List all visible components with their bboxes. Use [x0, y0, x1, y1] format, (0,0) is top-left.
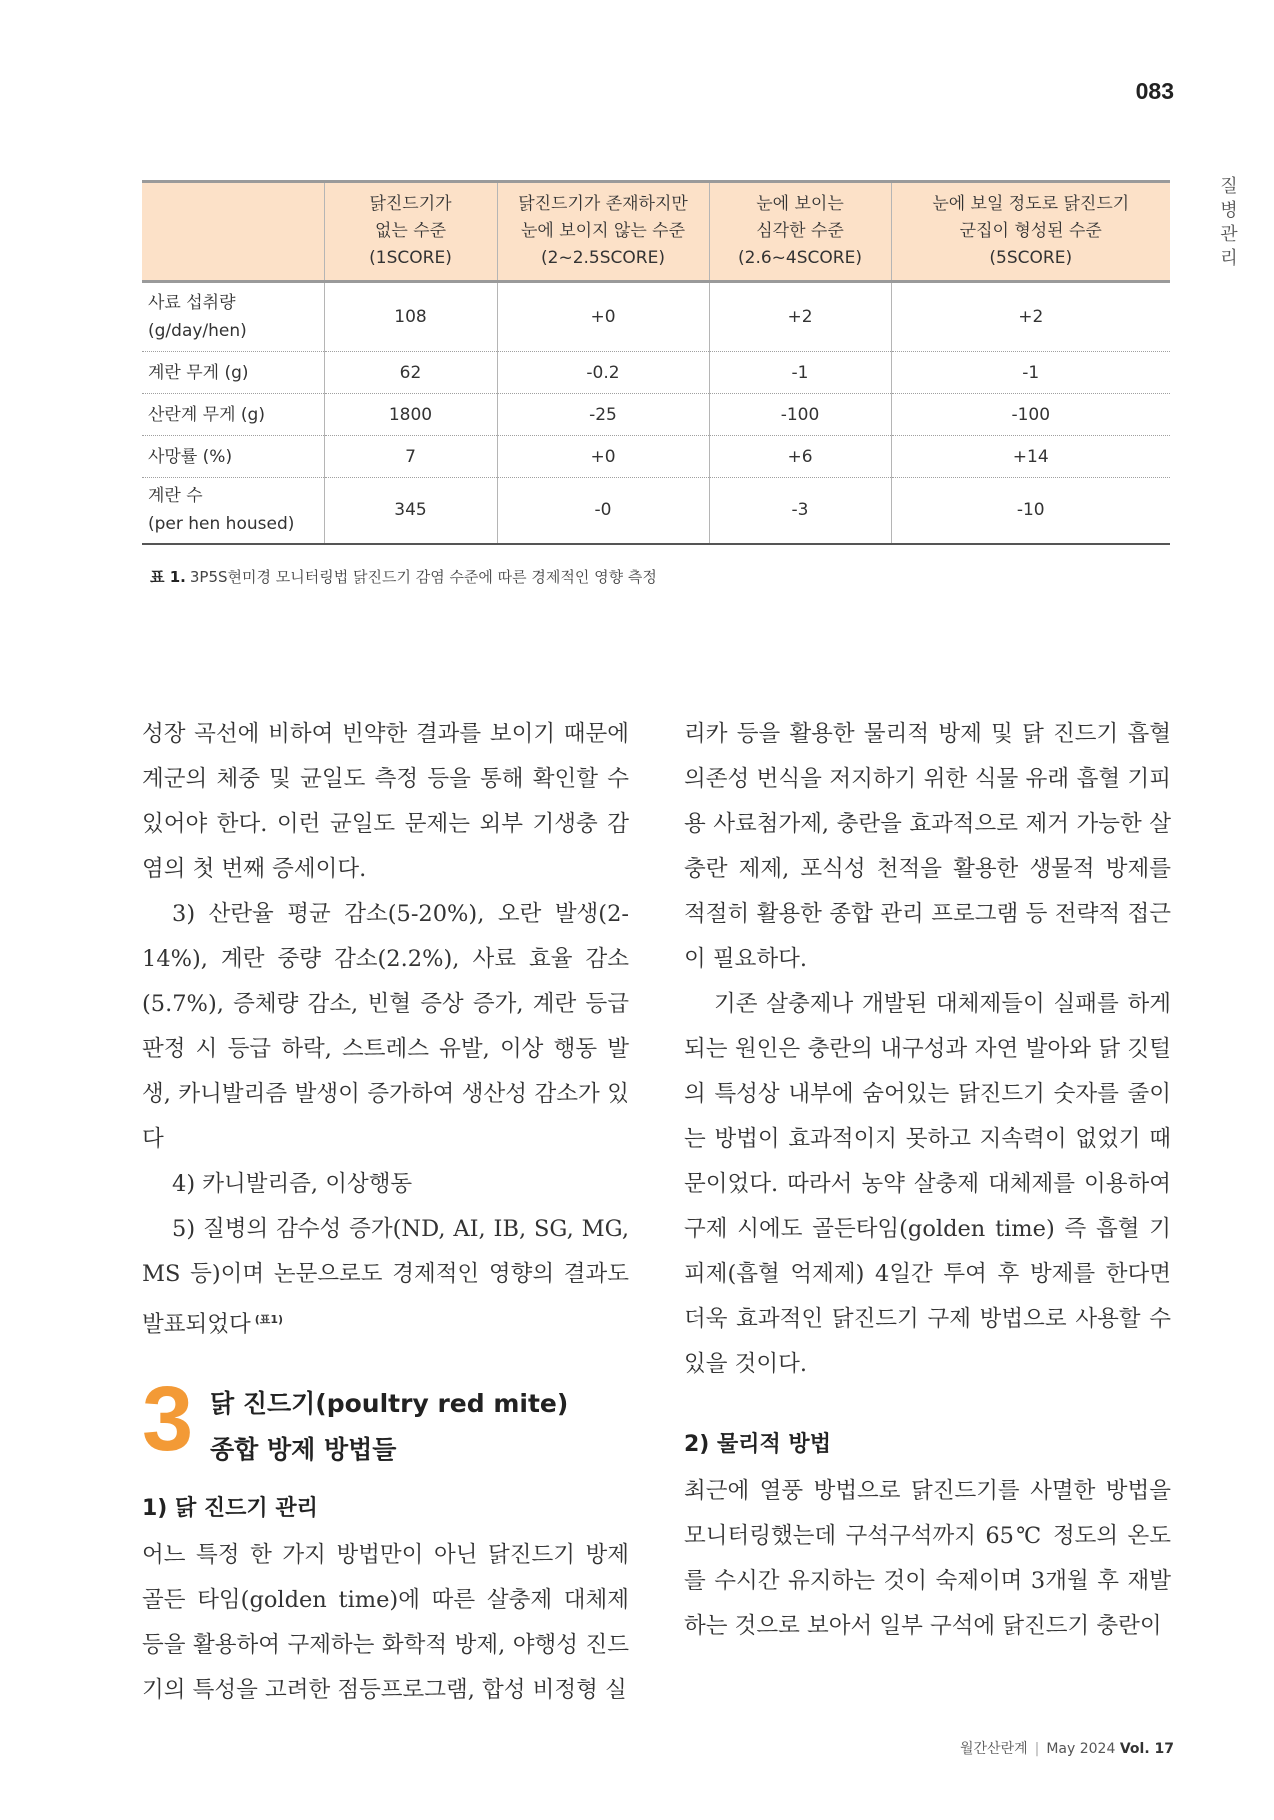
table-row	[142, 394, 1170, 436]
subsection-title: 1) 닭 진드기 관리	[142, 1495, 318, 1521]
volume-number: Vol. 17	[1119, 1741, 1174, 1757]
section-title-line: 닭 진드기(poultry red mite)	[210, 1388, 569, 1418]
table-cell: +0	[497, 282, 709, 352]
row-label: 산란계 무게 (g)	[142, 394, 324, 436]
table-cell: +2	[709, 282, 891, 352]
table-cell: +14	[891, 436, 1170, 478]
page-number: 083	[1135, 78, 1174, 104]
table-cell: -100	[891, 394, 1170, 436]
data-table	[142, 180, 1170, 545]
table-header-cell: 닭진드기가 존재하지만 눈에 보이지 않는 수준 (2~2.5SCORE)	[497, 182, 709, 282]
table-cell: -100	[709, 394, 891, 436]
table-header-blank	[142, 182, 324, 282]
table-cell: -1	[709, 352, 891, 394]
right-column	[684, 712, 1171, 1649]
table-caption	[150, 566, 657, 587]
body-paragraph	[142, 1207, 629, 1348]
table-reference: (표1)	[254, 1313, 284, 1326]
side-tab-char: 병	[1220, 200, 1238, 221]
table-cell: +6	[709, 436, 891, 478]
body-paragraph: 기존 살충제나 개발된 대체제들이 실패를 하게 되는 원인은 충란의 내구성과 자연 발아와 닭 깃털의 특성상 내부에 숨어있는 닭진드기 숫자를 줄이는 방법이 효과적이지 못하고 지속력이 없었기 때문이었다. 따라서 농약 살충제 대체제를 이용하여 구제 시에도 골든타임(golden time) 즉 흡혈 기피제(흡혈 억제제) 4일간 투여 후 방제를 한다면 더욱 효과적인 닭진드기 구제 방법으로 사용할 수 있을 것이다.	[684, 991, 1171, 1377]
side-tab-char: 관	[1220, 224, 1238, 245]
side-tab-char: 질	[1220, 176, 1238, 197]
paragraph-text: 5) 질병의 감수성 증가(ND, AI, IB, SG, MG, MS 등)이며 논문으로도 경제적인 영향의 결과도 발표되었다	[142, 1216, 629, 1338]
body-paragraph: 4) 카니발리즘, 이상행동	[172, 1171, 413, 1197]
table-header-cell: 닭진드기가 없는 수준 (1SCORE)	[324, 182, 497, 282]
section-heading	[142, 1367, 629, 1489]
table-cell: -10	[891, 478, 1170, 544]
body-paragraph: 성장 곡선에 비하여 빈약한 결과를 보이기 때문에 계군의 체중 및 균일도 측정 등을 통해 확인할 수 있어야 한다. 이런 균일도 문제는 외부 기생충 감염의 첫 번째 증세이다.	[142, 721, 629, 882]
subsection-title: 2) 물리적 방법	[684, 1432, 831, 1457]
table-cell: -25	[497, 394, 709, 436]
section-number: 3	[142, 1367, 194, 1470]
caption-label: 표 1.	[150, 568, 186, 586]
side-tab-char: 리	[1220, 248, 1238, 269]
body-paragraph: 최근에 열풍 방법으로 닭진드기를 사멸한 방법을 모니터링했는데 구석구석까지 65℃ 정도의 온도를 수시간 유지하는 것이 숙제이며 3개월 후 재발하는 것으로 보아서 일부 구석에 닭진드기 충란이	[684, 1478, 1171, 1639]
row-label: 계란 수 (per hen housed)	[142, 478, 324, 544]
table-row	[142, 436, 1170, 478]
row-label: 사망률 (%)	[142, 436, 324, 478]
caption-text: 3P5S현미경 모니터링법 닭진드기 감염 수준에 따른 경제적인 영향 측정	[189, 568, 657, 586]
table-row	[142, 352, 1170, 394]
magazine-name: 월간산란계	[960, 1741, 1028, 1757]
body-paragraph: 리카 등을 활용한 물리적 방제 및 닭 진드기 흡혈 의존성 번식을 저지하기 위한 식물 유래 흡혈 기피용 사료첨가제, 충란을 효과적으로 제거 가능한 살충란 제제, 포식성 천적을 활용한 생물적 방제를 적절히 활용한 종합 관리 프로그램 등 전략적 접근이 필요하다.	[684, 721, 1171, 972]
table-cell: +0	[497, 436, 709, 478]
issue-date: May 2024	[1046, 1741, 1116, 1757]
table-cell: 62	[324, 352, 497, 394]
table-cell: 345	[324, 478, 497, 544]
body-paragraph: 어느 특정 한 가지 방법만이 아닌 닭진드기 방제 골든 타임(golden time)에 따른 살충제 대체제 등을 활용하여 구제하는 화학적 방제, 야행성 진드기의 특성을 고려한 점등프로그램, 합성 비정형 실	[142, 1541, 629, 1703]
table-cell: 1800	[324, 394, 497, 436]
section-title-line: 종합 방제 방법들	[210, 1434, 397, 1464]
table-cell: -0	[497, 478, 709, 544]
economic-impact-table	[142, 180, 1170, 545]
body-paragraph: 3) 산란율 평균 감소(5-20%), 오란 발생(2-14%), 계란 중량 감소(2.2%), 사료 효율 감소(5.7%), 증체량 감소, 빈혈 증상 증가, 계란 등급 판정 시 등급 하락, 스트레스 유발, 이상 행동 발생, 카니발리즘 발생이 증가하여 생산성 감소가 있다	[142, 901, 629, 1152]
table-cell: +2	[891, 282, 1170, 352]
page-footer: 월간산란계 | May 2024 Vol. 17	[960, 1741, 1174, 1757]
row-label: 사료 섭취량 (g/day/hen)	[142, 282, 324, 352]
section-title	[210, 1381, 568, 1473]
table-cell: -1	[891, 352, 1170, 394]
table-header-cell: 눈에 보일 정도로 닭진드기 군집이 형성된 수준 (5SCORE)	[891, 182, 1170, 282]
table-cell: -3	[709, 478, 891, 544]
table-cell: 7	[324, 436, 497, 478]
left-column	[142, 712, 629, 1713]
table-cell: -0.2	[497, 352, 709, 394]
table-header-cell: 눈에 보이는 심각한 수준 (2.6~4SCORE)	[709, 182, 891, 282]
table-header-row	[142, 182, 1170, 282]
table-row	[142, 478, 1170, 544]
table-cell: 108	[324, 282, 497, 352]
section-side-tab	[1214, 175, 1244, 271]
table-row	[142, 282, 1170, 352]
row-label: 계란 무게 (g)	[142, 352, 324, 394]
